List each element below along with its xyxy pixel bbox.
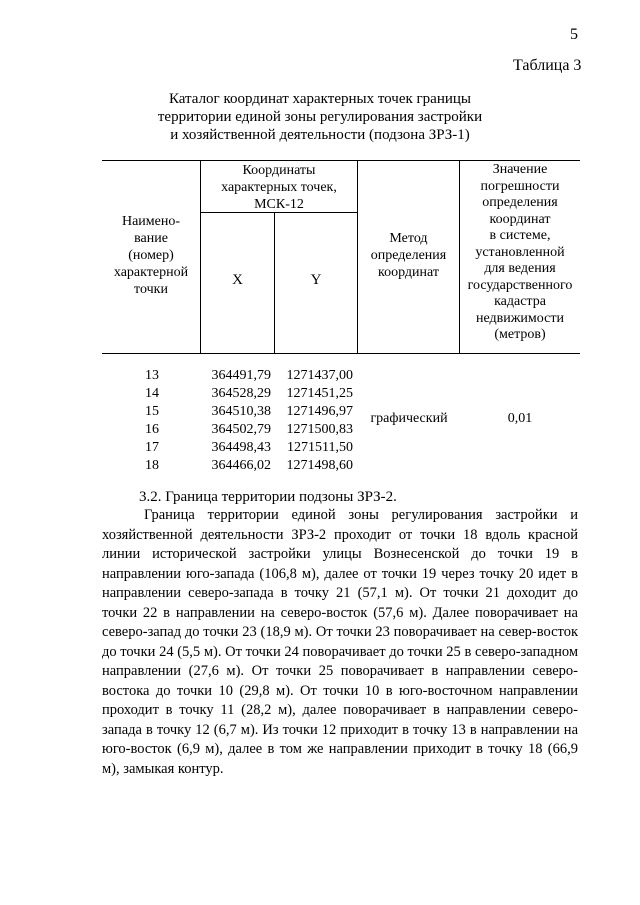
- header-method: [358, 230, 459, 281]
- header-bottom-rule: [102, 353, 580, 354]
- header-text: координат: [378, 265, 439, 280]
- row-y-value: 1271500,83: [286, 422, 353, 437]
- header-text: (метров): [494, 327, 546, 342]
- header-text: определения: [370, 248, 447, 263]
- header-error: [460, 162, 580, 344]
- row-x-value: 364491,79: [211, 368, 271, 383]
- row-point-number: 16: [145, 422, 159, 437]
- header-text: Значение: [492, 162, 548, 177]
- row-y-value: 1271511,50: [287, 440, 353, 455]
- header-x: X: [232, 272, 243, 288]
- header-text: Наимено-: [121, 214, 181, 229]
- row-x-value: 364528,29: [211, 386, 271, 401]
- header-text: государственного: [467, 277, 573, 293]
- header-text: точки: [134, 282, 168, 297]
- row-point-number: 18: [145, 458, 159, 473]
- table-caption-line-3: и хозяйственной деятельности (подзона ЗРЗ-1): [170, 127, 470, 143]
- row-x-value: 364466,02: [211, 458, 271, 473]
- header-text: для ведения: [484, 261, 556, 276]
- header-text: Координаты: [242, 163, 316, 178]
- error-value: 0,01: [507, 411, 533, 426]
- row-x-value: 364502,79: [211, 422, 271, 437]
- header-text: определения: [482, 195, 558, 210]
- table-top-rule: [102, 160, 580, 161]
- header-text: в системе,: [489, 228, 551, 243]
- header-text: кадастра: [494, 294, 546, 309]
- row-y-value: 1271437,00: [286, 368, 353, 383]
- section-heading: 3.2. Граница территории подзоны ЗРЗ-2.: [139, 489, 397, 505]
- header-text: характерных точек,: [221, 180, 337, 195]
- header-text: МСК-12: [254, 197, 304, 212]
- row-y-value: 1271496,97: [286, 404, 353, 419]
- header-text: погрешности: [480, 178, 560, 194]
- table-caption-line-2: территории единой зоны регулирования застройки: [157, 109, 483, 125]
- row-point-number: 14: [145, 386, 159, 401]
- header-text: Метод: [389, 231, 428, 246]
- method-value: графический: [370, 411, 448, 426]
- row-x-value: 364498,43: [211, 440, 271, 455]
- header-point-name: [104, 213, 198, 298]
- header-text: вание: [134, 231, 168, 246]
- header-coordinates: [201, 162, 357, 213]
- row-y-value: 1271498,60: [286, 458, 353, 473]
- header-y: Y: [310, 272, 322, 288]
- row-x-value: 364510,38: [211, 404, 271, 419]
- body-paragraph: Граница территории единой зоны регулирования застройки и хозяйственной деятельности ЗРЗ-2 проходит от точки 18 вдоль красной линии исторической застройки улицы Вознесенской до точки 19 в направлении юго-запада (106,8 м), далее от точки 19 через точку 20 идет в направлении северо-запада в точку 21 (57,1 м). От точки 21 доходит до точки 22 в направлении на северо-восток (57,6 м). Далее поворачивает на северо-запад до точки 23 (18,9 м). От точки 23 поворачивает на север-восток до точки 24 (5,5 м). От точки 24 поворачивает до точки 25 в северо-западном направлении (27,6 м). От точки 25 поворачивает в направлении северо-востока до точки 10 (29,8 м). От точки 10 в юго-восточном направлении проходит в точку 11 (28,2 м), далее поворачивает в направлении северо-запада в точку 12 (6,7 м). Из точки 12 приходит в точку 13 в направлении на юго-восток (6,9 м), далее в том же направлении приходит в точку 18 (66,9 м), замыкая контур.: [102, 507, 578, 777]
- header-text: недвижимости: [476, 310, 564, 326]
- header-text: (номер): [128, 248, 174, 263]
- row-y-value: 1271451,25: [286, 386, 353, 401]
- row-point-number: 17: [145, 440, 159, 455]
- table-label: Таблица 3: [513, 57, 582, 74]
- page-number: 5: [570, 26, 578, 43]
- header-text: характерной: [113, 265, 189, 280]
- header-text: координат: [489, 211, 551, 227]
- table-caption-line-1: Каталог координат характерных точек границы: [168, 91, 472, 107]
- row-point-number: 13: [145, 368, 159, 383]
- row-point-number: 15: [145, 404, 159, 419]
- header-text: установленной: [475, 244, 565, 260]
